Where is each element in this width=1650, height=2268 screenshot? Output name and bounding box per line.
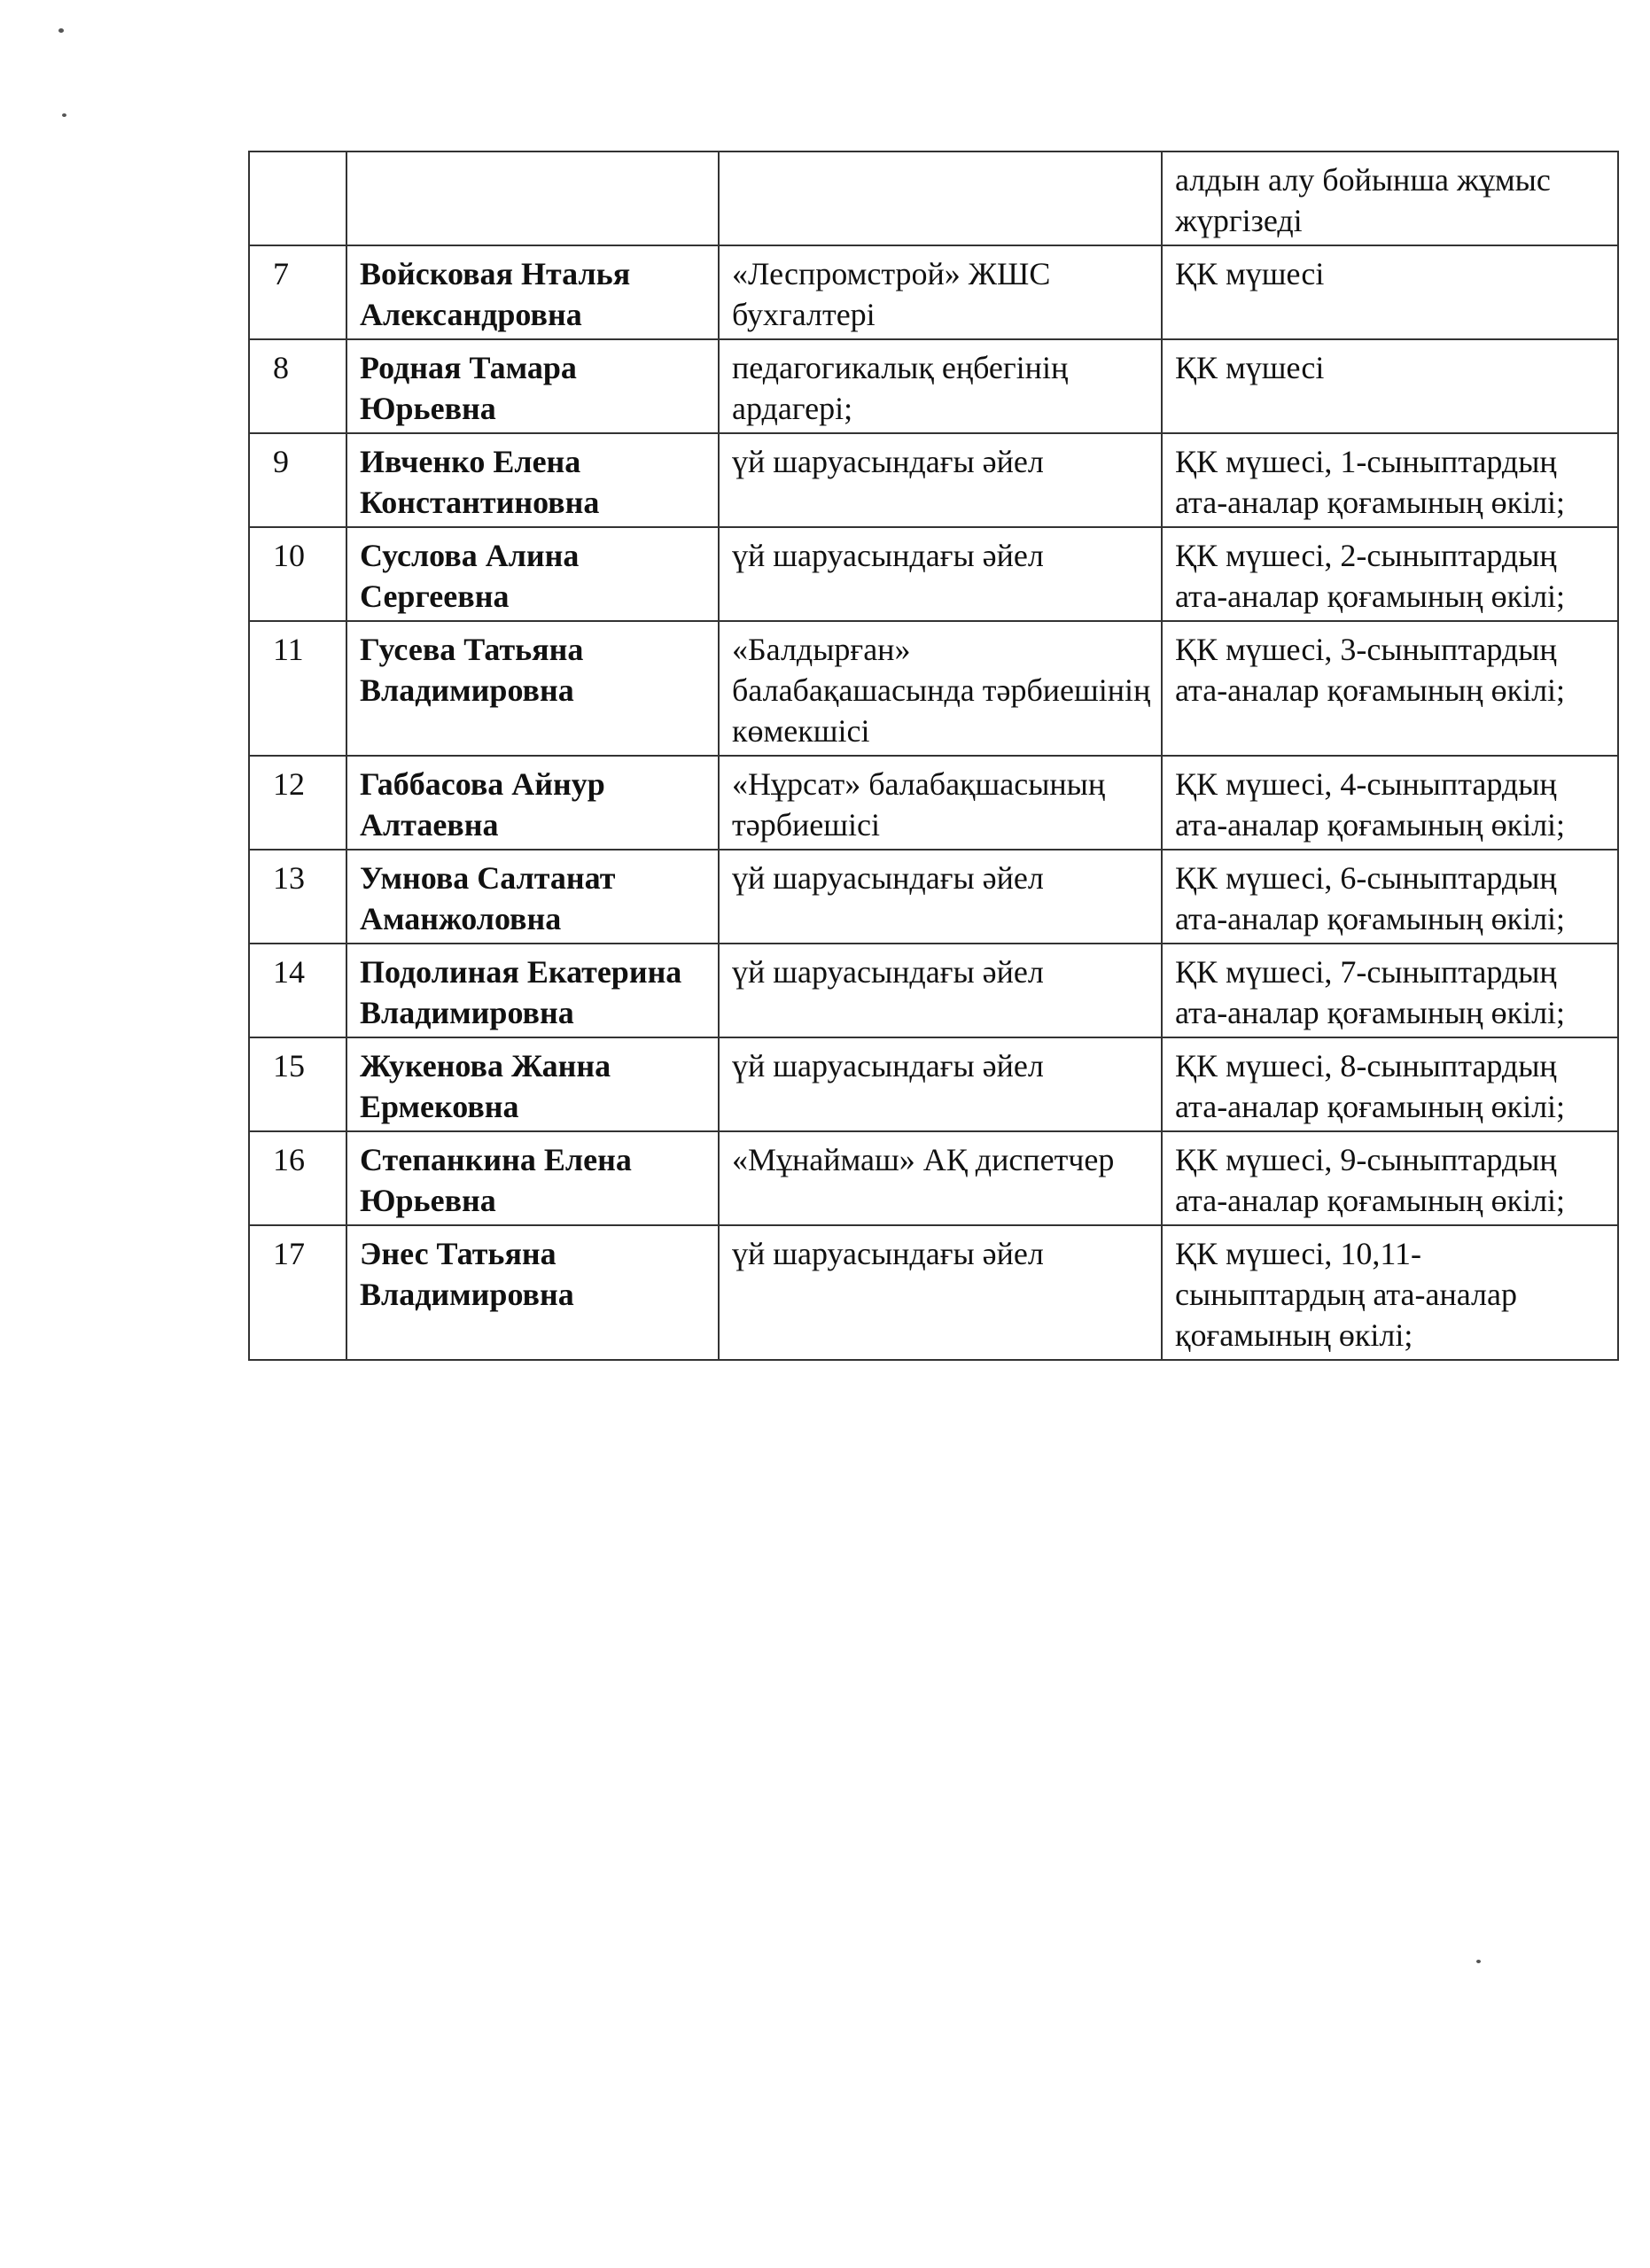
- member-position: ҚК мүшесі, 9-сыныптардың ата-аналар қоғамының өкілі;: [1162, 1131, 1618, 1225]
- member-occupation: үй шаруасындағы әйел: [719, 944, 1162, 1037]
- member-occupation: «Балдырған» балабақашасында тәрбиешінің көмекшісі: [719, 621, 1162, 756]
- member-position: ҚК мүшесі, 7-сыныптардың ата-аналар қоғамының өкілі;: [1162, 944, 1618, 1037]
- member-name: Войсковая Нталья Александровна: [346, 245, 719, 339]
- table-row: [249, 1131, 1618, 1225]
- scan-speck: [1476, 1960, 1481, 1963]
- table-body: [249, 151, 1618, 1360]
- member-occupation: үй шаруасындағы әйел: [719, 1037, 1162, 1131]
- row-number: 16: [249, 1131, 346, 1225]
- member-occupation: үй шаруасындағы әйел: [719, 527, 1162, 621]
- member-name: Подолиная Екатерина Владимировна: [346, 944, 719, 1037]
- row-number: 10: [249, 527, 346, 621]
- member-position: ҚК мүшесі, 6-сыныптардың ата-аналар қоғамының өкілі;: [1162, 850, 1618, 944]
- member-name: Суслова Алина Сергеевна: [346, 527, 719, 621]
- scan-speck: [62, 113, 66, 117]
- table-row: [249, 621, 1618, 756]
- table-row: [249, 850, 1618, 944]
- member-position: ҚК мүшесі, 4-сыныптардың ата-аналар қоғамының өкілі;: [1162, 756, 1618, 850]
- member-occupation: [719, 151, 1162, 245]
- member-name: Жукенова Жанна Ермековна: [346, 1037, 719, 1131]
- member-position: алдын алу бойынша жұмыс жүргізеді: [1162, 151, 1618, 245]
- row-number: 17: [249, 1225, 346, 1360]
- member-occupation: «Леспромстрой» ЖШС бухгалтері: [719, 245, 1162, 339]
- member-position: ҚК мүшесі, 3-сыныптардың ата-аналар қоғамының өкілі;: [1162, 621, 1618, 756]
- table-row: [249, 527, 1618, 621]
- row-number: [249, 151, 346, 245]
- member-occupation: үй шаруасындағы әйел: [719, 850, 1162, 944]
- member-name: Энес Татьяна Владимировна: [346, 1225, 719, 1360]
- member-occupation: үй шаруасындағы әйел: [719, 1225, 1162, 1360]
- row-number: 8: [249, 339, 346, 433]
- member-position: ҚК мүшесі, 2-сыныптардың ата-аналар қоғамының өкілі;: [1162, 527, 1618, 621]
- table-row: [249, 151, 1618, 245]
- member-position: ҚК мүшесі, 8-сыныптардың ата-аналар қоғамының өкілі;: [1162, 1037, 1618, 1131]
- members-table: [248, 151, 1619, 1361]
- table-row: [249, 756, 1618, 850]
- table-row: [249, 339, 1618, 433]
- member-occupation: «Мұнаймаш» АҚ диспетчер: [719, 1131, 1162, 1225]
- table-row: [249, 245, 1618, 339]
- member-name: Умнова Салтанат Аманжоловна: [346, 850, 719, 944]
- member-name: Степанкина Елена Юрьевна: [346, 1131, 719, 1225]
- member-name: Ивченко Елена Константиновна: [346, 433, 719, 527]
- table-row: [249, 944, 1618, 1037]
- member-name: Габбасова Айнур Алтаевна: [346, 756, 719, 850]
- row-number: 13: [249, 850, 346, 944]
- member-name: [346, 151, 719, 245]
- row-number: 14: [249, 944, 346, 1037]
- row-number: 12: [249, 756, 346, 850]
- member-occupation: «Нұрсат» балабақшасының тәрбиешісі: [719, 756, 1162, 850]
- member-occupation: үй шаруасындағы әйел: [719, 433, 1162, 527]
- member-position: ҚК мүшесі: [1162, 245, 1618, 339]
- row-number: 7: [249, 245, 346, 339]
- table-row: [249, 1225, 1618, 1360]
- member-name: Родная Тамара Юрьевна: [346, 339, 719, 433]
- row-number: 15: [249, 1037, 346, 1131]
- row-number: 9: [249, 433, 346, 527]
- member-name: Гусева Татьяна Владимировна: [346, 621, 719, 756]
- member-position: ҚК мүшесі, 10,11-сыныптардың ата-аналар қоғамының өкілі;: [1162, 1225, 1618, 1360]
- table-row: [249, 433, 1618, 527]
- row-number: 11: [249, 621, 346, 756]
- member-position: ҚК мүшесі, 1-сыныптардың ата-аналар қоғамының өкілі;: [1162, 433, 1618, 527]
- member-position: ҚК мүшесі: [1162, 339, 1618, 433]
- table-row: [249, 1037, 1618, 1131]
- member-occupation: педагогикалық еңбегінің ардагері;: [719, 339, 1162, 433]
- scan-speck: [58, 28, 64, 33]
